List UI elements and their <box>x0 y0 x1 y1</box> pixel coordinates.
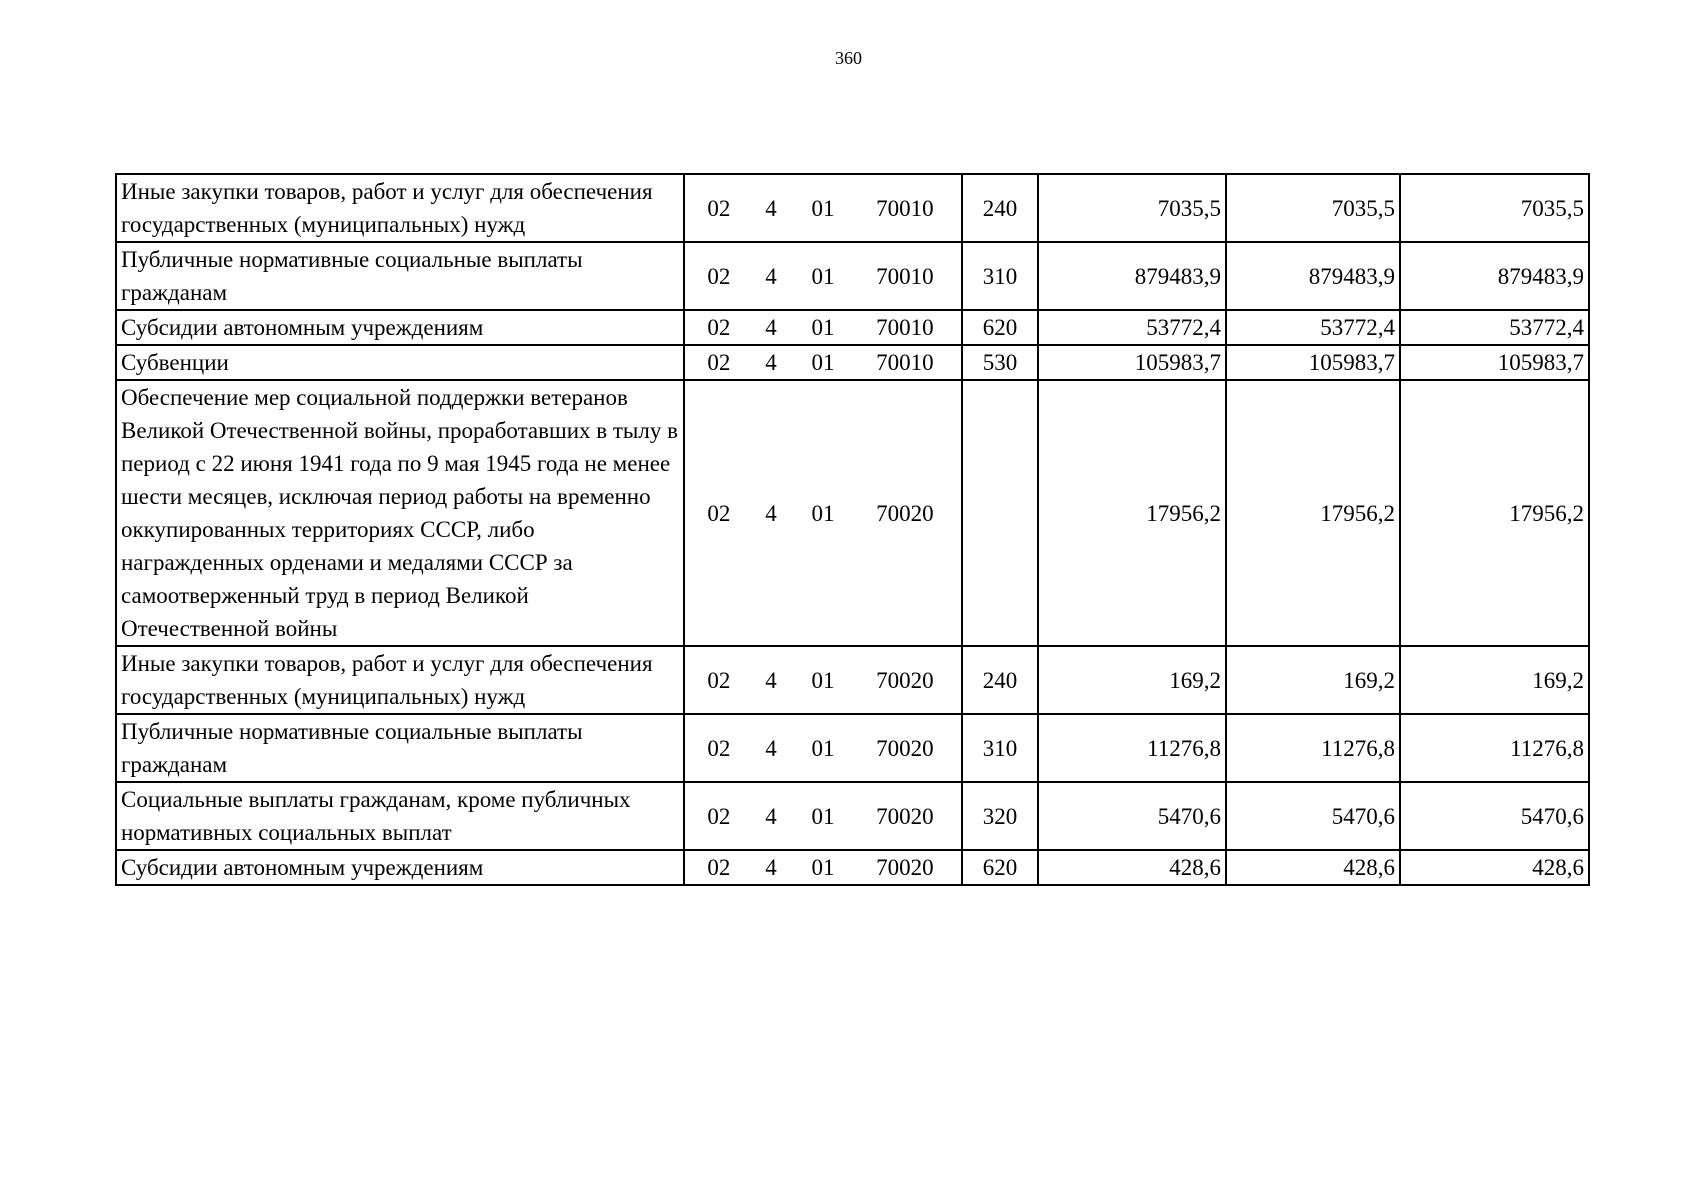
row-expense-type: 620 <box>982 315 1018 340</box>
row-section-code: 02 <box>707 263 731 289</box>
row-code-cell <box>684 242 962 310</box>
row-name-cell <box>116 174 684 242</box>
row-expense-type: 310 <box>982 263 1018 289</box>
row-name: Публичные нормативные социальные выплаты гражданам <box>121 719 583 777</box>
row-amount-3-cell <box>1400 174 1589 242</box>
row-amount-2: 17956,2 <box>1320 500 1395 526</box>
row-amount-1-cell <box>1038 850 1226 885</box>
row-amount-1-cell <box>1038 714 1226 782</box>
row-amount-3-cell <box>1400 242 1589 310</box>
row-amount-1-cell <box>1038 242 1226 310</box>
row-group-code: 01 <box>811 350 835 375</box>
row-group-code: 01 <box>811 195 835 221</box>
row-amount-1: 5470,6 <box>1157 803 1221 829</box>
row-amount-2-cell <box>1226 242 1400 310</box>
row-amount-1-cell <box>1038 646 1226 714</box>
row-expense-type-cell <box>962 782 1038 850</box>
row-subprogram-code: 4 <box>765 195 777 221</box>
row-section-code: 02 <box>707 855 731 880</box>
row-section-code: 02 <box>707 735 731 761</box>
row-amount-2: 169,2 <box>1343 667 1395 693</box>
row-expense-type-cell <box>962 380 1038 646</box>
row-section-code: 02 <box>707 500 731 526</box>
row-amount-1: 105983,7 <box>1134 350 1221 375</box>
row-name-cell <box>116 345 684 380</box>
table-row <box>116 850 1589 885</box>
row-code-cell <box>684 345 962 380</box>
row-section-code: 02 <box>707 195 731 221</box>
row-article-code: 70020 <box>876 667 934 693</box>
row-amount-3-cell <box>1400 310 1589 345</box>
row-amount-2: 5470,6 <box>1331 803 1395 829</box>
row-group-code: 01 <box>811 500 835 526</box>
row-amount-2: 428,6 <box>1343 855 1395 880</box>
table-row <box>116 782 1589 850</box>
row-amount-1: 879483,9 <box>1134 263 1221 289</box>
table-row <box>116 646 1589 714</box>
row-expense-type-cell <box>962 174 1038 242</box>
row-article-code: 70020 <box>876 803 934 829</box>
row-amount-1-cell <box>1038 174 1226 242</box>
row-expense-type: 310 <box>982 735 1018 761</box>
row-subprogram-code: 4 <box>765 263 777 289</box>
row-group-code: 01 <box>811 803 835 829</box>
row-name-cell <box>116 380 684 646</box>
row-name-cell <box>116 714 684 782</box>
row-subprogram-code: 4 <box>765 667 777 693</box>
row-expense-type: 240 <box>982 195 1018 221</box>
row-code-cell <box>684 310 962 345</box>
row-amount-3-cell <box>1400 782 1589 850</box>
row-subprogram-code: 4 <box>765 803 777 829</box>
row-amount-2-cell <box>1226 714 1400 782</box>
row-amount-2: 879483,9 <box>1308 263 1395 289</box>
row-amount-3-cell <box>1400 380 1589 646</box>
budget-table <box>115 173 1590 886</box>
row-amount-3-cell <box>1400 646 1589 714</box>
row-group-code: 01 <box>811 667 835 693</box>
row-amount-3: 11276,8 <box>1510 735 1584 761</box>
row-amount-3: 428,6 <box>1532 855 1584 880</box>
row-group-code: 01 <box>811 315 835 340</box>
row-amount-1: 169,2 <box>1169 667 1221 693</box>
row-subprogram-code: 4 <box>765 500 777 526</box>
row-group-code: 01 <box>811 735 835 761</box>
row-amount-1: 7035,5 <box>1157 195 1221 221</box>
row-section-code: 02 <box>707 350 731 375</box>
row-amount-3-cell <box>1400 345 1589 380</box>
row-amount-1: 11276,8 <box>1147 735 1221 761</box>
row-name-cell <box>116 646 684 714</box>
row-name: Иные закупки товаров, работ и услуг для обеспечения государственных (муниципальных) нужд <box>121 651 653 709</box>
table-row <box>116 174 1589 242</box>
budget-table-body <box>116 174 1589 885</box>
row-name-cell <box>116 310 684 345</box>
row-name: Публичные нормативные социальные выплаты гражданам <box>121 247 583 305</box>
row-expense-type-cell <box>962 850 1038 885</box>
row-amount-3: 5470,6 <box>1520 803 1584 829</box>
row-code-cell <box>684 174 962 242</box>
row-amount-2: 53772,4 <box>1320 315 1395 340</box>
row-amount-2-cell <box>1226 310 1400 345</box>
row-section-code: 02 <box>707 803 731 829</box>
row-name-cell <box>116 782 684 850</box>
row-expense-type: 240 <box>982 667 1018 693</box>
row-name: Социальные выплаты гражданам, кроме публичных нормативных социальных выплат <box>121 787 631 845</box>
row-code-cell <box>684 782 962 850</box>
row-name: Субсидии автономным учреждениям <box>121 315 484 340</box>
row-article-code: 70010 <box>876 315 934 340</box>
row-expense-type-cell <box>962 714 1038 782</box>
table-row <box>116 380 1589 646</box>
row-code-cell <box>684 850 962 885</box>
row-amount-2: 11276,8 <box>1321 735 1395 761</box>
row-amount-2-cell <box>1226 345 1400 380</box>
row-expense-type-cell <box>962 345 1038 380</box>
row-subprogram-code: 4 <box>765 735 777 761</box>
row-expense-type-cell <box>962 646 1038 714</box>
row-subprogram-code: 4 <box>765 855 777 880</box>
row-amount-2: 7035,5 <box>1331 195 1395 221</box>
row-amount-2-cell <box>1226 782 1400 850</box>
table-row <box>116 345 1589 380</box>
row-code-cell <box>684 380 962 646</box>
row-name-cell <box>116 850 684 885</box>
row-group-code: 01 <box>811 263 835 289</box>
row-amount-1-cell <box>1038 782 1226 850</box>
row-expense-type-cell <box>962 310 1038 345</box>
row-amount-1: 17956,2 <box>1146 500 1221 526</box>
row-amount-2-cell <box>1226 174 1400 242</box>
row-expense-type: 320 <box>982 803 1018 829</box>
row-article-code: 70020 <box>876 735 934 761</box>
row-amount-1-cell <box>1038 380 1226 646</box>
row-amount-3: 17956,2 <box>1509 500 1584 526</box>
row-expense-type: 620 <box>982 855 1018 880</box>
row-amount-3: 53772,4 <box>1509 315 1584 340</box>
row-amount-3: 105983,7 <box>1497 350 1584 375</box>
row-amount-1: 53772,4 <box>1146 315 1221 340</box>
row-amount-3: 7035,5 <box>1520 195 1584 221</box>
row-article-code: 70010 <box>876 195 934 221</box>
table-row <box>116 242 1589 310</box>
row-expense-type: 530 <box>982 350 1018 375</box>
row-amount-1: 428,6 <box>1169 855 1221 880</box>
row-article-code: 70010 <box>876 263 934 289</box>
row-name: Субсидии автономным учреждениям <box>121 855 484 880</box>
page-number: 360 <box>835 48 862 68</box>
row-section-code: 02 <box>707 315 731 340</box>
row-code-cell <box>684 646 962 714</box>
row-name: Субвенции <box>121 350 229 375</box>
row-amount-3: 169,2 <box>1532 667 1584 693</box>
row-group-code: 01 <box>811 855 835 880</box>
row-expense-type-cell <box>962 242 1038 310</box>
row-name-cell <box>116 242 684 310</box>
row-subprogram-code: 4 <box>765 315 777 340</box>
row-name: Иные закупки товаров, работ и услуг для обеспечения государственных (муниципальных) нужд <box>121 179 653 237</box>
row-amount-2: 105983,7 <box>1308 350 1395 375</box>
row-amount-2-cell <box>1226 850 1400 885</box>
row-amount-3-cell <box>1400 850 1589 885</box>
row-amount-1-cell <box>1038 345 1226 380</box>
row-amount-3: 879483,9 <box>1497 263 1584 289</box>
row-name: Обеспечение мер социальной поддержки ветеранов Великой Отечественной войны, проработавших в тылу в период с 22 июня 1941 года по 9 мая 1945 года не менее шести месяцев, исключая период работы на временно оккупированных территориях СССР, либо награжденных орденами и медалями СССР за самоотверженный труд в период Великой Отечественной войны <box>121 385 678 641</box>
table-row <box>116 714 1589 782</box>
row-amount-2-cell <box>1226 646 1400 714</box>
row-amount-2-cell <box>1226 380 1400 646</box>
row-amount-3-cell <box>1400 714 1589 782</box>
row-amount-1-cell <box>1038 310 1226 345</box>
row-article-code: 70010 <box>876 350 934 375</box>
row-section-code: 02 <box>707 667 731 693</box>
row-article-code: 70020 <box>876 500 934 526</box>
row-subprogram-code: 4 <box>765 350 777 375</box>
table-row <box>116 310 1589 345</box>
row-code-cell <box>684 714 962 782</box>
row-article-code: 70020 <box>876 855 934 880</box>
